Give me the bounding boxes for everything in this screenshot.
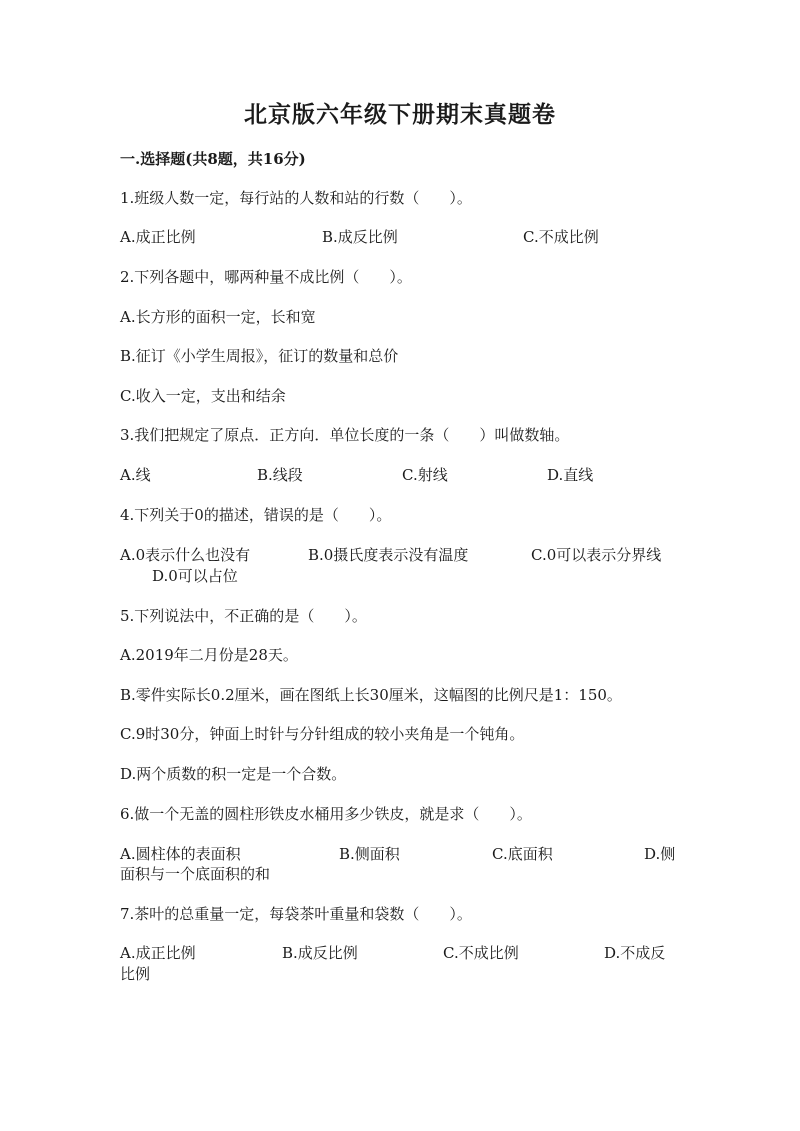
question-3-option-c: C.射线 xyxy=(402,466,448,484)
question-6-option-d-continued: 面积与一个底面积的和 xyxy=(120,865,271,883)
question-4-option-a: A.0表示什么也没有 xyxy=(120,546,251,564)
question-3-stem: 3.我们把规定了原点．正方向．单位长度的一条（ ）叫做数轴。 xyxy=(120,426,570,444)
question-4-option-b: B.0摄氏度表示没有温度 xyxy=(308,546,469,564)
question-1-option-a: A.成正比例 xyxy=(120,228,196,246)
question-1-option-b: B.成反比例 xyxy=(322,228,398,246)
question-2-stem: 2.下列各题中，哪两种量不成比例（ ）。 xyxy=(120,268,412,286)
question-2-option-c: C.收入一定，支出和结余 xyxy=(120,387,286,405)
question-6-option-c: C.底面积 xyxy=(492,845,553,863)
question-6-option-d: D.侧 xyxy=(644,845,676,863)
question-7-option-d-continued: 比例 xyxy=(120,965,151,983)
question-7-option-a: A.成正比例 xyxy=(120,944,196,962)
question-6-option-b: B.侧面积 xyxy=(339,845,400,863)
question-3-option-b: B.线段 xyxy=(257,466,303,484)
section-title: 一.选择题(共8题，共16分) xyxy=(120,150,306,168)
question-5-option-a: A.2019年二月份是28天。 xyxy=(120,646,298,664)
question-5-option-b: B.零件实际长0.2厘米，画在图纸上长30厘米，这幅图的比例尺是1：150。 xyxy=(120,686,622,704)
question-5-stem: 5.下列说法中，不正确的是（ ）。 xyxy=(120,607,367,625)
question-4-option-d: D.0可以占位 xyxy=(152,567,238,585)
question-5-option-c: C.9时30分，钟面上时针与分针组成的较小夹角是一个钝角。 xyxy=(120,725,525,743)
question-5-option-d: D.两个质数的积一定是一个合数。 xyxy=(120,765,347,783)
question-7-stem: 7.茶叶的总重量一定，每袋茶叶重量和袋数（ ）。 xyxy=(120,905,472,923)
question-1-stem: 1.班级人数一定，每行站的人数和站的行数（ ）。 xyxy=(120,189,472,207)
question-2-option-b: B.征订《小学生周报》，征订的数量和总价 xyxy=(120,347,399,365)
question-4-option-c: C.0可以表示分界线 xyxy=(531,546,662,564)
question-7-option-b: B.成反比例 xyxy=(282,944,358,962)
question-7-option-d: D.不成反 xyxy=(604,944,666,962)
question-3-option-d: D.直线 xyxy=(547,466,594,484)
question-7-option-c: C.不成比例 xyxy=(443,944,519,962)
question-4-stem: 4.下列关于0的描述，错误的是（ ）。 xyxy=(120,506,392,524)
question-3-option-a: A.线 xyxy=(120,466,151,484)
question-6-option-a: A.圆柱体的表面积 xyxy=(120,845,241,863)
question-6-stem: 6.做一个无盖的圆柱形铁皮水桶用多少铁皮，就是求（ ）。 xyxy=(120,805,532,823)
page-title: 北京版六年级下册期末真题卷 xyxy=(244,101,556,128)
question-2-option-a: A.长方形的面积一定，长和宽 xyxy=(120,308,316,326)
question-1-option-c: C.不成比例 xyxy=(523,228,599,246)
